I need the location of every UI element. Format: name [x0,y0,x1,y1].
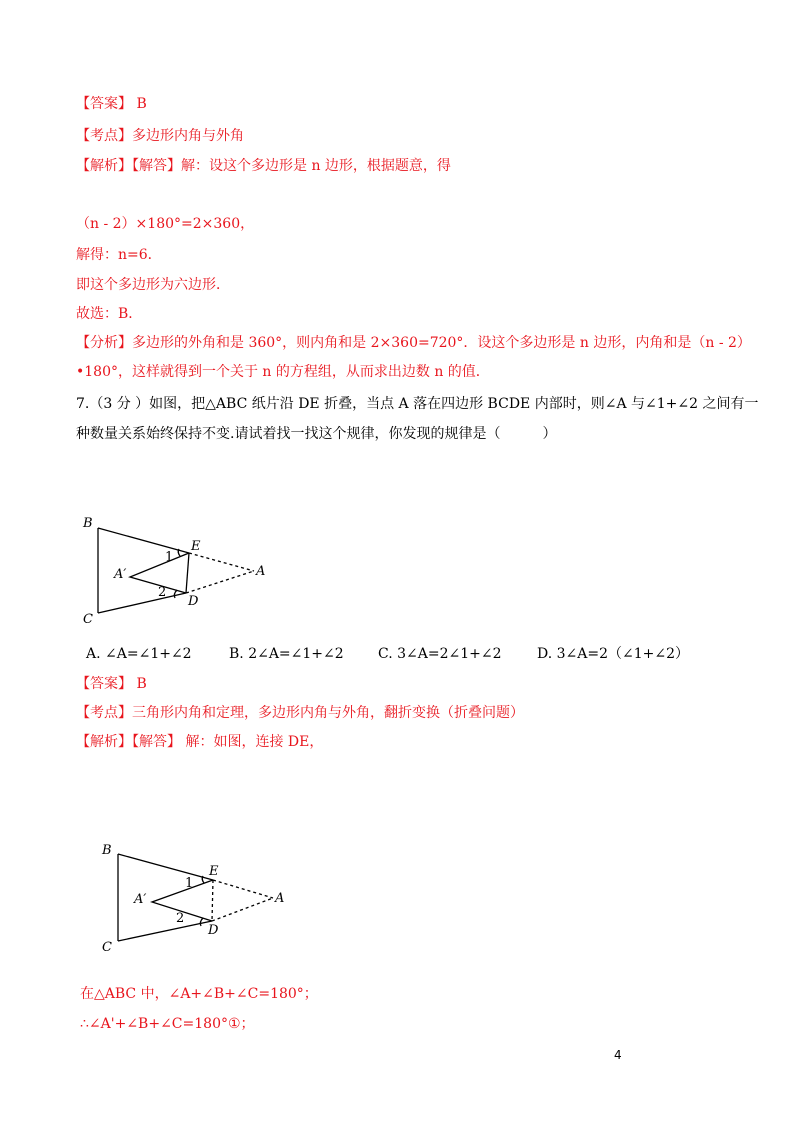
question-7-line-2: 种数量关系始终保持不变.请试着找一找这个规律，你发现的规律是（ ） [76,426,557,442]
label-e-2: E [209,864,219,879]
label-b-2: B [102,843,112,858]
label-angle-1-2: 1 [185,876,194,891]
jiexi-line-1 [76,156,451,176]
jiexi-line-2 [76,732,323,752]
fold-line-de [186,553,189,593]
label-d-2: D [208,923,219,938]
solution-step-1: 在△ABC 中，∠A+∠B+∠C=180°； [80,986,318,1002]
side-be [98,528,189,553]
option-c: C. 3∠A=2∠1+∠2 [378,646,502,662]
label-b: B [83,516,93,531]
option-d: D. 3∠A=2（∠1+∠2） [537,646,690,662]
kaodian-line-2 [76,703,524,723]
jiexi-tag-2: 【解析】 [76,734,132,750]
kaodian-tag-2: 【考点】 [76,705,132,721]
label-angle-2-2: 2 [176,911,185,926]
page-number: 4 [614,1048,622,1062]
label-d: D [188,594,199,609]
fenxi-text-1: 多边形的外角和是 360°，则内角和是 2×360=720°．设这个多边形是 n 边形，内角和是（n - 2） [132,335,751,351]
question-7-line-1: 7.（3 分 ）如图，把△ABC 纸片沿 DE 折叠，当点 A 落在四边形 BCDE 内部时，则∠A 与∠1+∠2 之间有一 [76,396,759,412]
answer-line-1 [76,94,147,114]
fold-triangle-figure-connected [96,840,296,955]
kaodian-line-1 [76,126,244,146]
jieda-tag: 【解答】 [132,158,181,174]
label-a-prime-2: A′ [134,892,147,907]
kaodian-text-2: 三角形内角和定理，多边形内角与外角，翻折变换（折叠问题） [132,705,524,721]
label-angle-1: 1 [165,550,174,565]
equation-2: 解得：n=6． [76,247,162,263]
angle-2-arc [174,590,177,598]
side-cd-2 [118,921,212,941]
answer-value-2: B [132,676,147,692]
kaodian-tag: 【考点】 [76,128,132,144]
fold-triangle-figure [76,512,286,627]
answer-tag: 【答案】 [76,96,132,112]
solution-step-2: ∴∠A'+∠B+∠C=180°①； [80,1016,255,1032]
dashed-ea [189,553,254,571]
label-e: E [191,539,201,554]
fenxi-tag: 【分析】 [76,335,132,351]
answer-line-2 [76,674,147,694]
jiexi-tag: 【解析】 [76,158,132,174]
fenxi-line-2: •180°，这样就得到一个关于 n 的方程组，从而求出边数 n 的值． [76,364,490,380]
option-b: B. 2∠A=∠1+∠2 [229,646,344,662]
dashed-ea-2 [213,880,273,898]
label-a-2: A [275,891,285,906]
dashed-da-2 [212,898,273,921]
side-cd [98,593,186,613]
angle-2-arc-2 [200,918,203,926]
side-be-2 [118,854,213,880]
label-c: C [83,612,93,627]
connect-de [212,880,213,921]
fenxi-line-1 [76,333,751,353]
equation-3: 即这个多边形为六边形． [76,277,230,293]
jieda-text-2: 解：如图，连接 DE， [181,734,324,750]
label-angle-2: 2 [158,585,167,600]
equation-4: 故选：B． [76,306,143,322]
dashed-da [186,571,254,593]
equation-1: （n - 2）×180°=2×360， [76,216,255,232]
answer-tag-2: 【答案】 [76,676,132,692]
option-a: A. ∠A=∠1+∠2 [86,646,192,662]
label-a: A [256,564,266,579]
label-a-prime: A′ [114,567,127,582]
jieda-text: 解：设这个多边形是 n 边形，根据题意，得 [181,158,451,174]
kaodian-text: 多边形内角与外角 [132,128,244,144]
label-c-2: C [102,940,112,955]
jieda-tag-2: 【解答】 [132,734,181,750]
answer-value: B [132,96,147,112]
